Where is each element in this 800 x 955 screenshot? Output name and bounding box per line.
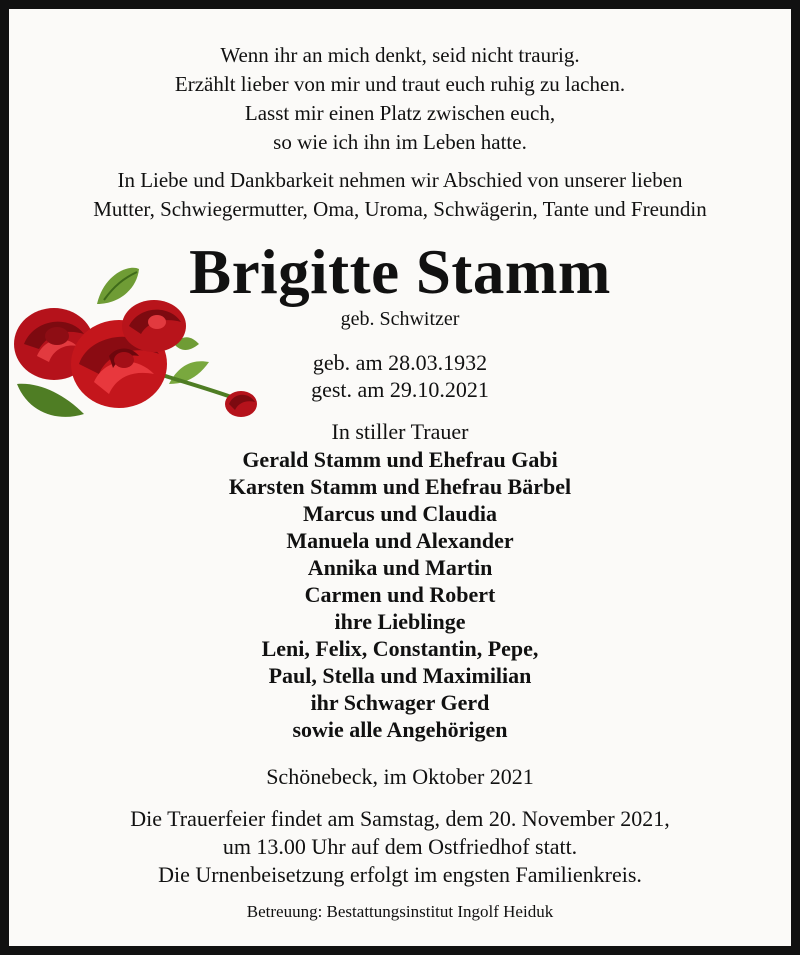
mourner-line: Paul, Stella und Maximilian xyxy=(268,663,532,688)
ceremony-line-3: Die Urnenbeisetzung erfolgt im engsten Familienkreis. xyxy=(158,862,642,887)
death-date: gest. am 29.10.2021 xyxy=(311,377,489,402)
intro-line-2: Mutter, Schwiegermutter, Oma, Uroma, Schwägerin, Tante und Freundin xyxy=(93,197,707,221)
mourner-line: Leni, Felix, Constantin, Pepe, xyxy=(261,636,539,661)
mourner-line: Manuela und Alexander xyxy=(286,528,514,553)
birth-date: geb. am 28.03.1932 xyxy=(312,350,488,375)
mourner-line: Carmen und Robert xyxy=(304,582,496,607)
place-date: Schönebeck, im Oktober 2021 xyxy=(266,764,534,789)
funeral-home: Betreuung: Bestattungsinstitut Ingolf Heiduk xyxy=(246,902,554,921)
deceased-name: Brigitte Stamm xyxy=(189,237,611,307)
mourner-line: Karsten Stamm und Ehefrau Bärbel xyxy=(228,474,572,499)
mourners-heading: In stiller Trauer xyxy=(331,419,469,444)
intro-line-1: In Liebe und Dankbarkeit nehmen wir Abschied von unserer lieben xyxy=(117,168,683,192)
poem-line-3: Lasst mir einen Platz zwischen euch, xyxy=(244,101,556,125)
mourner-line: Annika und Martin xyxy=(307,555,493,580)
ceremony-line-2: um 13.00 Uhr auf dem Ostfriedhof statt. xyxy=(222,834,578,859)
mourner-line: sowie alle Angehörigen xyxy=(292,717,508,742)
mourner-line: Marcus und Claudia xyxy=(303,501,497,526)
mourner-line: Gerald Stamm und Ehefrau Gabi xyxy=(242,447,558,472)
poem-line-4: so wie ich ihn im Leben hatte. xyxy=(273,130,527,154)
mourner-line: ihre Lieblinge xyxy=(334,609,466,634)
ceremony-line-1: Die Trauerfeier findet am Samstag, dem 20. November 2021, xyxy=(130,806,670,831)
mourner-line: ihr Schwager Gerd xyxy=(310,690,490,715)
poem-line-2: Erzählt lieber von mir und traut euch ruhig zu lachen. xyxy=(174,72,626,96)
maiden-name: geb. Schwitzer xyxy=(340,308,460,330)
poem-line-1: Wenn ihr an mich denkt, seid nicht traurig. xyxy=(220,43,580,67)
